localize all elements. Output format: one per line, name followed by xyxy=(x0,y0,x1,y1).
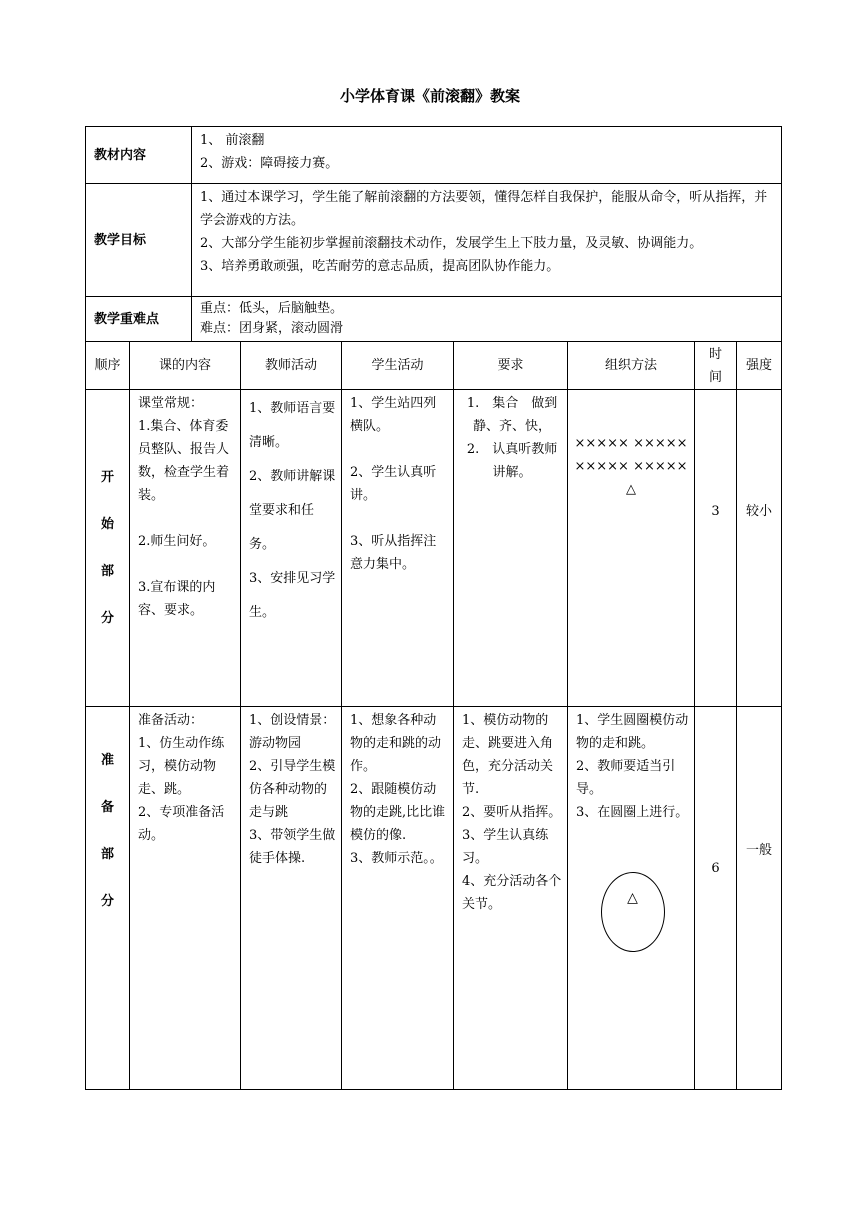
info-line: 2、游戏：障碍接力赛。 xyxy=(200,156,339,171)
header-cell: 时间 xyxy=(695,342,737,390)
header-cell: 教师活动 xyxy=(241,342,342,390)
teacher-marker: △ xyxy=(627,890,638,906)
header-row xyxy=(86,342,782,390)
requirement-cell: 1. 集合 做到静、齐、快， 2. 认真听教师讲解。 xyxy=(454,390,568,707)
info-label: 教学重难点 xyxy=(86,297,192,342)
formation-row: ××××× xyxy=(633,436,688,451)
organization-cell: 1、学生圆圈模仿动物的走和跳。 2、教师要适当引导。 3、在圆圈上进行。 △ xyxy=(568,707,695,1090)
info-label: 教材内容 xyxy=(86,127,192,184)
info-line: 1、通过本课学习，学生能了解前滚翻的方法要领，懂得怎样自我保护，能服从命令，听从指挥，并学会游戏的方法。 xyxy=(200,190,768,228)
info-label: 教学目标 xyxy=(86,184,192,297)
student-cell: 1、想象各种动物的走和跳的动作。 2、跟随模仿动物的走跳,比比谁模仿的像. 3、教师示范。。 xyxy=(342,707,454,1090)
info-value xyxy=(192,127,782,184)
student-cell: 1、学生站四列横队。 2、学生认真听讲。 3、听从指挥注意力集中。 xyxy=(342,390,454,707)
section-name: 准 备 部 分 xyxy=(86,707,130,1090)
header-cell: 课的内容 xyxy=(130,342,241,390)
teacher-marker: △ xyxy=(626,482,637,497)
formation-cell xyxy=(568,390,695,707)
info-row-goals xyxy=(86,184,782,297)
lesson-plan-table xyxy=(85,126,782,1090)
header-cell: 要求 xyxy=(454,342,568,390)
info-line: 3、培养勇敢顽强，吃苦耐劳的意志品质，提高团队协作能力。 xyxy=(200,259,560,274)
info-line: 1、 前滚翻 xyxy=(200,133,265,148)
intensity-cell: 一般 xyxy=(737,707,782,1090)
section-row-prep xyxy=(86,707,782,1090)
content-cell: 课堂常规： 1.集合、体育委员整队、报告人 数，检查学生着装。 2.师生问好。 3.宣布课的内容、要求。 xyxy=(130,390,241,707)
teacher-cell: 1、创设情景：游动物园 2、引导学生模仿各种动物的走与跳 3、带领学生做徒手体操. xyxy=(241,707,342,1090)
intensity-cell: 较小 xyxy=(737,390,782,707)
section-name: 开 始 部 分 xyxy=(86,390,130,707)
formation-row: ××××× xyxy=(633,459,688,474)
page-title: 小学体育课《前滚翻》教案 xyxy=(339,87,520,105)
header-cell: 学生活动 xyxy=(342,342,454,390)
time-cell: 3 xyxy=(695,390,737,707)
info-value xyxy=(192,184,782,297)
section-row-start xyxy=(86,390,782,707)
teacher-cell: 1、教师语言要清晰。 2、教师讲解课堂要求和任务。 3、安排见习学生。 xyxy=(241,390,342,707)
info-line: 难点：团身紧，滚动圆滑 xyxy=(200,321,344,336)
requirement-cell: 1、模仿动物的走、跳要进入角色，充分活动关节. 2、要听从指挥。 3、学生认真练习。 4、充分活动各个关节。 xyxy=(454,707,568,1090)
time-cell: 6 xyxy=(695,707,737,1090)
content-cell: 准备活动： 1、仿生动作练习，模仿动物走、跳。 2、专项准备活动。 xyxy=(130,707,241,1090)
header-cell: 顺序 xyxy=(86,342,130,390)
header-cell: 组织方法 xyxy=(568,342,695,390)
info-line: 2、大部分学生能初步掌握前滚翻技术动作，发展学生上下肢力量，及灵敏、协调能力。 xyxy=(200,236,703,251)
circle-formation xyxy=(601,872,665,952)
info-line: 重点：低头，后脑触垫。 xyxy=(200,301,344,316)
info-row-content xyxy=(86,127,782,184)
formation-row: ××××× xyxy=(574,459,629,474)
formation-row: ××××× xyxy=(574,436,629,451)
info-value xyxy=(192,297,782,342)
info-row-keypoints xyxy=(86,297,782,342)
header-cell: 强度 xyxy=(737,342,782,390)
